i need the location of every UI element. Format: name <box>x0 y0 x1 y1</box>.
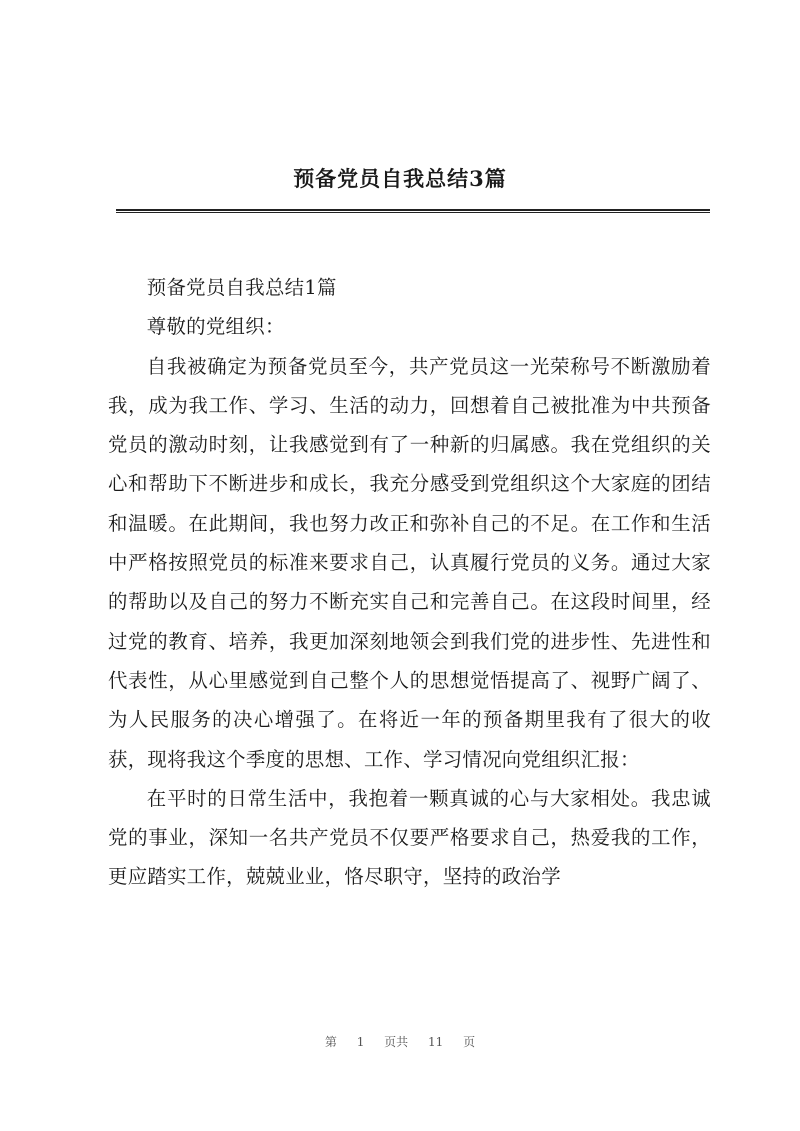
body-paragraph: 自我被确定为预备党员至今，共产党员这一光荣称号不断激励着我，成为我工作、学习、生活的动力，回想着自己被批准为中共预备党员的激动时刻，让我感觉到有了一种新的归属感。我在党组织的关心和帮助下不断进步和成长，我充分感受到党组织这个大家庭的团结和温暖。在此期间，我也努力改正和弥补自己的不足。在工作和生活中严格按照党员的标准来要求自己，认真履行党员的义务。通过大家的帮助以及自己的努力不断充实自己和完善自己。在这段时间里，经过党的教育、培养，我更加深刻地领会到我们党的进步性、先进性和代表性，从心里感觉到自己整个人的思想觉悟提高了、视野广阔了、为人民服务的决心增强了。在将近一年的预备期里我有了很大的收获，现将我这个季度的思想、工作、学习情况向党组织汇报： <box>108 354 711 771</box>
document-title: 预备党员自我总结3篇 <box>293 166 507 191</box>
footer-current-page: 1 <box>356 1035 365 1049</box>
footer-label-of: 页共 <box>384 1035 409 1049</box>
footer-label-page: 第 <box>324 1035 337 1049</box>
footer-total-pages: 11 <box>428 1035 444 1049</box>
section-heading: 预备党员自我总结1篇 <box>146 276 337 299</box>
footer-label-end: 页 <box>463 1035 476 1049</box>
page-footer <box>0 1033 800 1050</box>
salutation: 尊敬的党组织： <box>146 315 285 339</box>
title-divider <box>116 209 710 213</box>
body-paragraph: 在平时的日常生活中，我抱着一颗真诚的心与大家相处。我忠诚党的事业，深知一名共产党员不仅要严格要求自己，热爱我的工作，更应踏实工作，兢兢业业，恪尽职守，坚持的政治学 <box>108 786 711 889</box>
document-body <box>108 268 711 897</box>
